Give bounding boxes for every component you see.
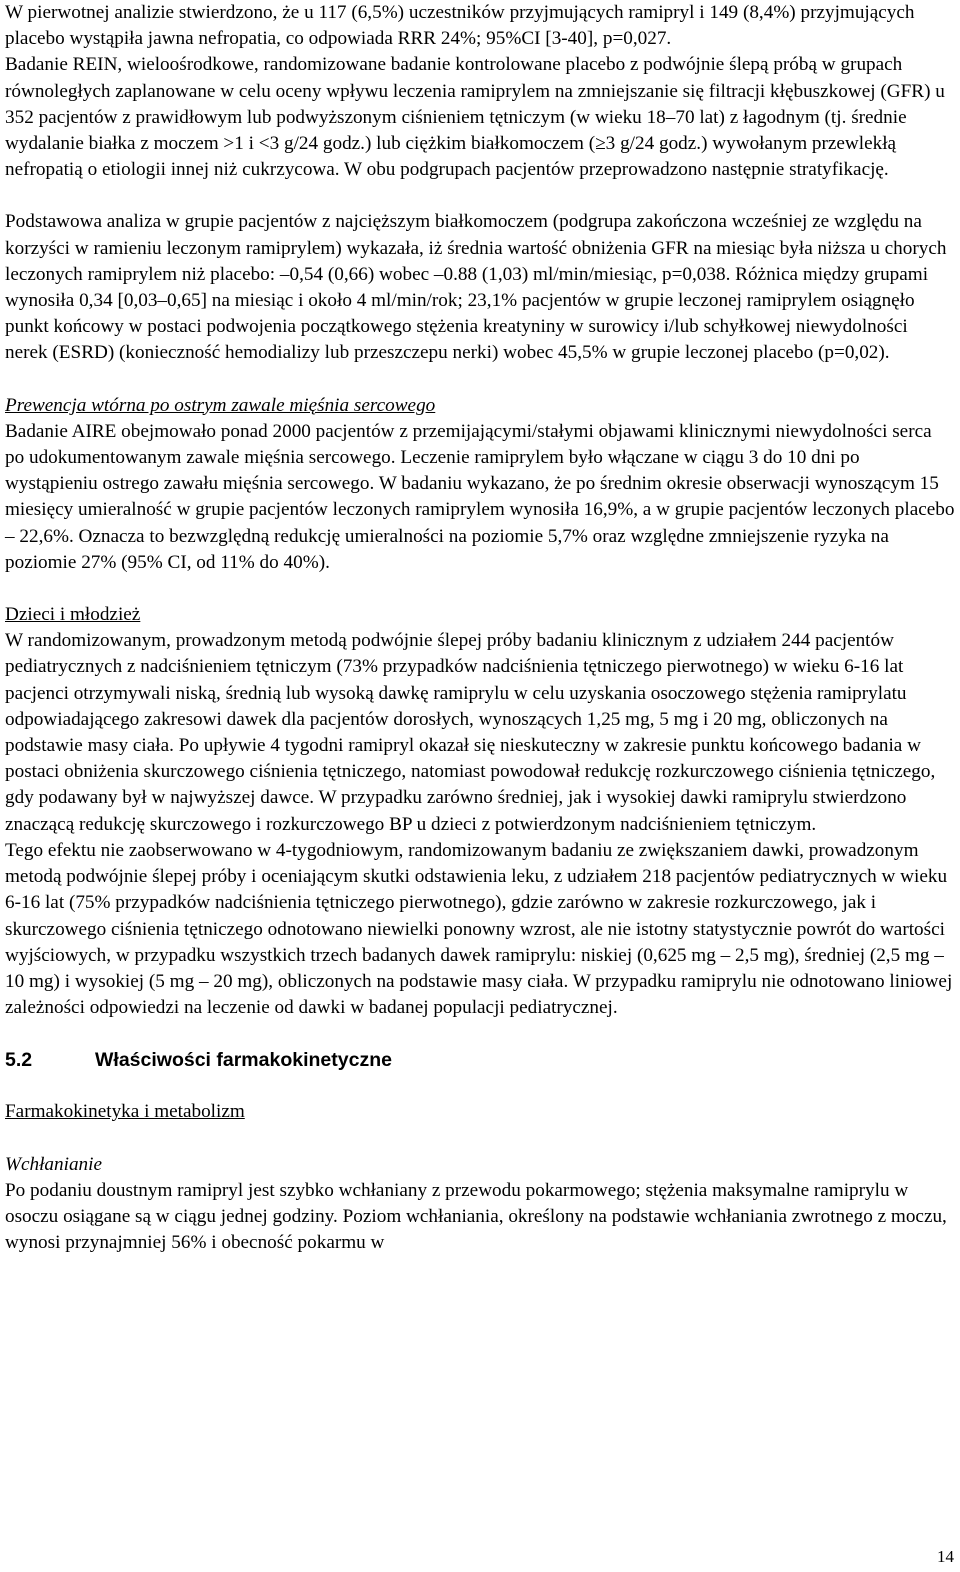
paragraph-aire-study: Badanie AIRE obejmowało ponad 2000 pacjentów z przemijającymi/stałymi objawami klinicznymi niewydolności serca po udokumentowanym zawale mięśnia sercowego. Leczenie ramiprylem było włączane w ciągu 3 do 10 dni po wystąpieniu ostrego zawału mięśnia sercowego. W badaniu wykazano, że po średnim okresie obserwacji wynoszącym 15 miesięcy umieralność w grupie pacjentów leczonych ramiprylem wynosiła 16,9%, a w grupie pacjentów leczonych placebo – 22,6%. Oznacza to bezwzględną redukcję umieralności na poziomie 5,7% oraz względne zmniejszenie ryzyka na poziomie 27% (95% CI, od 11% do 40%). bbox=[5, 420, 955, 573]
section-number: 5.2 bbox=[5, 1049, 33, 1072]
heading-secondary-prevention: Prewencja wtórna po ostrym zawale mięśnia sercowego bbox=[5, 394, 436, 416]
paragraph-absorption: Po podaniu doustnym ramipryl jest szybko wchłaniany z przewodu pokarmowego; stężenia maksymalne ramiprylu w osoczu osiągane są w ciągu jednej godziny. Poziom wchłaniania, określony na podstawie wchłaniania zwrotnego z moczu, wynosi przynajmniej 56% i obecność pokarmu w bbox=[5, 1179, 947, 1254]
section-title: Właściwości farmakokinetyczne bbox=[95, 1049, 392, 1072]
section-heading bbox=[5, 1047, 955, 1073]
paragraph-pediatric-study-2: Tego efektu nie zaobserwowano w 4-tygodniowym, randomizowanym badaniu ze zwiększaniem dawki, prowadzonym metodą podwójnie ślepej próby i oceniającym skutki odstawienia leku, z udziałem 218 pacjentów pediatrycznych w wieku 6-16 lat (75% przypadków nadciśnienia tętniczego pierwotnego), gdzie zarówno w zakresie rozkurczowego, jak i skurczowego ciśnienia tętniczego odnotowano niewielki ponowny wzrost, ale nie istotny statystycznie powrót do wartości wyjściowych, w przypadku wszystkich trzech badanych dawek ramiprylu: niskiej (0,625 mg – 2,5 mg), średniej (2,5 mg – 10 mg) i wysokiej (5 mg – 20 mg), obliczonych na podstawie masy ciała. W przypadku ramiprylu nie odnotowano liniowej zależności odpowiedzi na leczenie od dawki w badanej populacji pediatrycznej. bbox=[5, 839, 953, 1019]
paragraph-rein-study: Badanie REIN, wieloośrodkowe, randomizowane badanie kontrolowane placebo z podwójnie ślepą próbą w grupach równoległych zaplanowane w celu oceny wpływu leczenia ramiprylem na zmniejszanie się filtracji kłębuszkowej (GFR) u 352 pacjentów z prawidłowym lub podwyższonym ciśnieniem tętniczym (w wieku 18–70 lat) z łagodnym (tj. średnie wydalanie białka z moczem >1 i <3 g/24 godz.) lub ciężkim białkomoczem (≥3 g/24 godz.) wywołanym przewlekłą nefropatią o etiologii innej niż cukrzycowa. W obu podgrupach pacjentów przeprowadzono następnie stratyfikację. bbox=[5, 54, 945, 181]
paragraph-ramipril-nephropathy: W pierwotnej analizie stwierdzono, że u 117 (6,5%) uczestników przyjmujących ramipryl i 149 (8,4%) przyjmujących placebo wystąpiła jawna nefropatia, co odpowiada RRR 24%; 95%CI [3-40], p=0,027. bbox=[5, 2, 915, 50]
page-number: 14 bbox=[937, 1547, 954, 1566]
paragraph-pediatric-study-1: W randomizowanym, prowadzonym metodą podwójnie ślepej próby badaniu klinicznym z udziałem 244 pacjentów pediatrycznych z nadciśnieniem tętniczym (73% przypadków nadciśnienia tętniczego pierwotnego) w wieku 6-16 lat pacjenci otrzymywali niską, średnią lub wysoką dawkę ramiprylu w celu uzyskania osoczowego stężenia ramiprylatu odpowiadającego zakresowi dawek dla pacjentów dorosłych, wynoszących 1,25 mg, 5 mg i 20 mg, obliczonych na podstawie masy ciała. Po upływie 4 tygodni ramipryl okazał się nieskuteczny w zakresie punktu końcowego badania w postaci obniżenia skurczowego ciśnienia tętniczego, natomiast powodował redukcję rozkurczowego ciśnienia tętniczego, gdy podawany był w najwyższej dawce. W przypadku zarówno średniej, jak i wysokiej dawki ramiprylu stwierdzono znaczącą redukcję skurczowego i rozkurczowego BP u dzieci z potwierdzonym nadciśnieniem tętniczym. bbox=[5, 630, 936, 835]
paragraph-rein-analysis: Podstawowa analiza w grupie pacjentów z najcięższym białkomoczem (podgrupa zakończona wcześniej ze względu na korzyści w ramieniu leczonym ramiprylem) wykazała, iż średnia wartość obniżenia GFR na miesiąc była niższa u chorych leczonych ramiprylem niż placebo: –0,54 (0,66) wobec –0.88 (1,03) ml/min/miesiąc, p=0,038. Różnica między grupami wynosiła 0,34 [0,03–0,65] na miesiąc i około 4 ml/min/rok; 23,1% pacjentów w grupie leczonej ramiprylem osiągnęło punkt końcowy w postaci podwojenia początkowego stężenia kreatyniny w surowicy i/lub schyłkowej niewydolności nerek (ESRD) (konieczność hemodializy lub przeszczepu nerki) wobec 45,5% w grupie leczonej placebo (p=0,02). bbox=[5, 211, 947, 364]
heading-children: Dzieci i młodzież bbox=[5, 604, 141, 626]
document-page bbox=[5, 0, 955, 1256]
heading-absorption: Wchłanianie bbox=[5, 1153, 102, 1175]
heading-pharmacokinetics: Farmakokinetyka i metabolizm bbox=[5, 1101, 245, 1123]
